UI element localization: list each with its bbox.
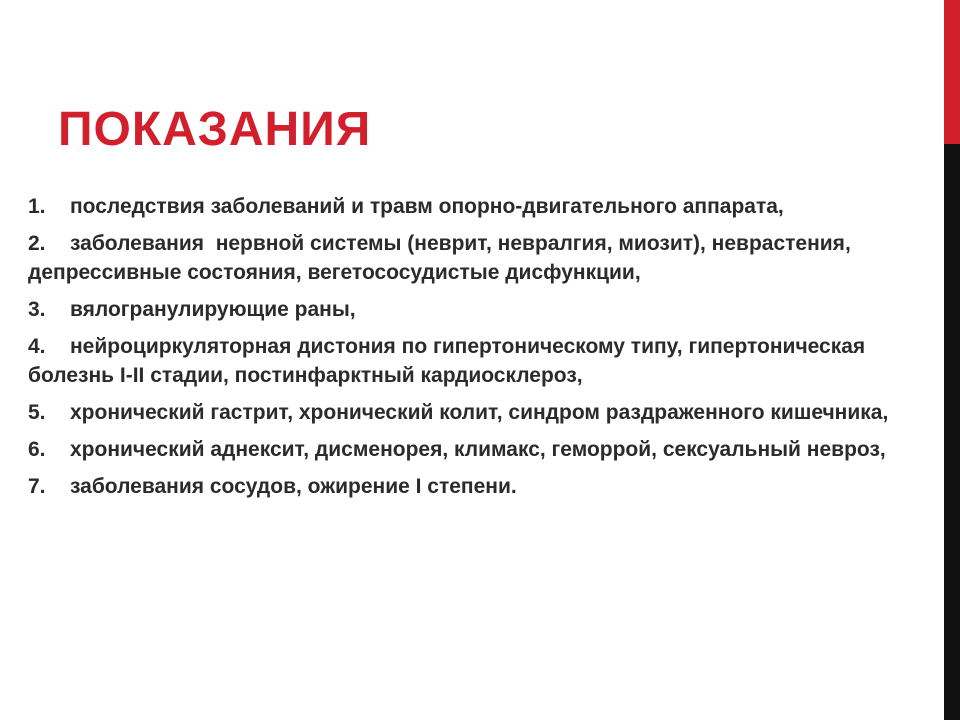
item-text: последствия заболеваний и травм опорно-двигательного аппарата,: [70, 195, 784, 218]
item-number: 3.: [28, 298, 46, 321]
item-text: хронический гастрит, хронический колит, синдром раздраженного кишечника,: [70, 401, 889, 424]
item-text: заболевания нервной системы (неврит, невралгия, миозит), неврастения, депрессивные состояния, вегетососудистые дисфункции,: [28, 232, 857, 284]
accent-bar-black: [944, 144, 960, 720]
indications-list: [28, 192, 928, 509]
list-item: [28, 398, 928, 427]
item-number: 7.: [28, 475, 46, 498]
list-item: [28, 229, 928, 287]
item-text: заболевания сосудов, ожирение I степени.: [70, 475, 517, 498]
item-text: нейроциркуляторная дистония по гипертоническому типу, гипертоническая болезнь I-II стадии, постинфарктный кардиосклероз,: [28, 335, 872, 387]
list-item: [28, 295, 928, 324]
item-number: 5.: [28, 401, 46, 424]
accent-bar-red: [944, 0, 960, 144]
list-item: [28, 435, 928, 464]
list-item: [28, 192, 928, 221]
item-number: 6.: [28, 438, 46, 461]
list-item: [28, 472, 928, 501]
list-item: [28, 332, 928, 390]
item-number: 1.: [28, 195, 46, 218]
item-text: вялогранулирующие раны,: [70, 298, 356, 321]
item-number: 2.: [28, 232, 46, 255]
slide-title: ПОКАЗАНИЯ: [58, 103, 372, 156]
item-text: хронический аднексит, дисменорея, климакс, геморрой, сексуальный невроз,: [70, 438, 886, 461]
item-number: 4.: [28, 335, 46, 358]
